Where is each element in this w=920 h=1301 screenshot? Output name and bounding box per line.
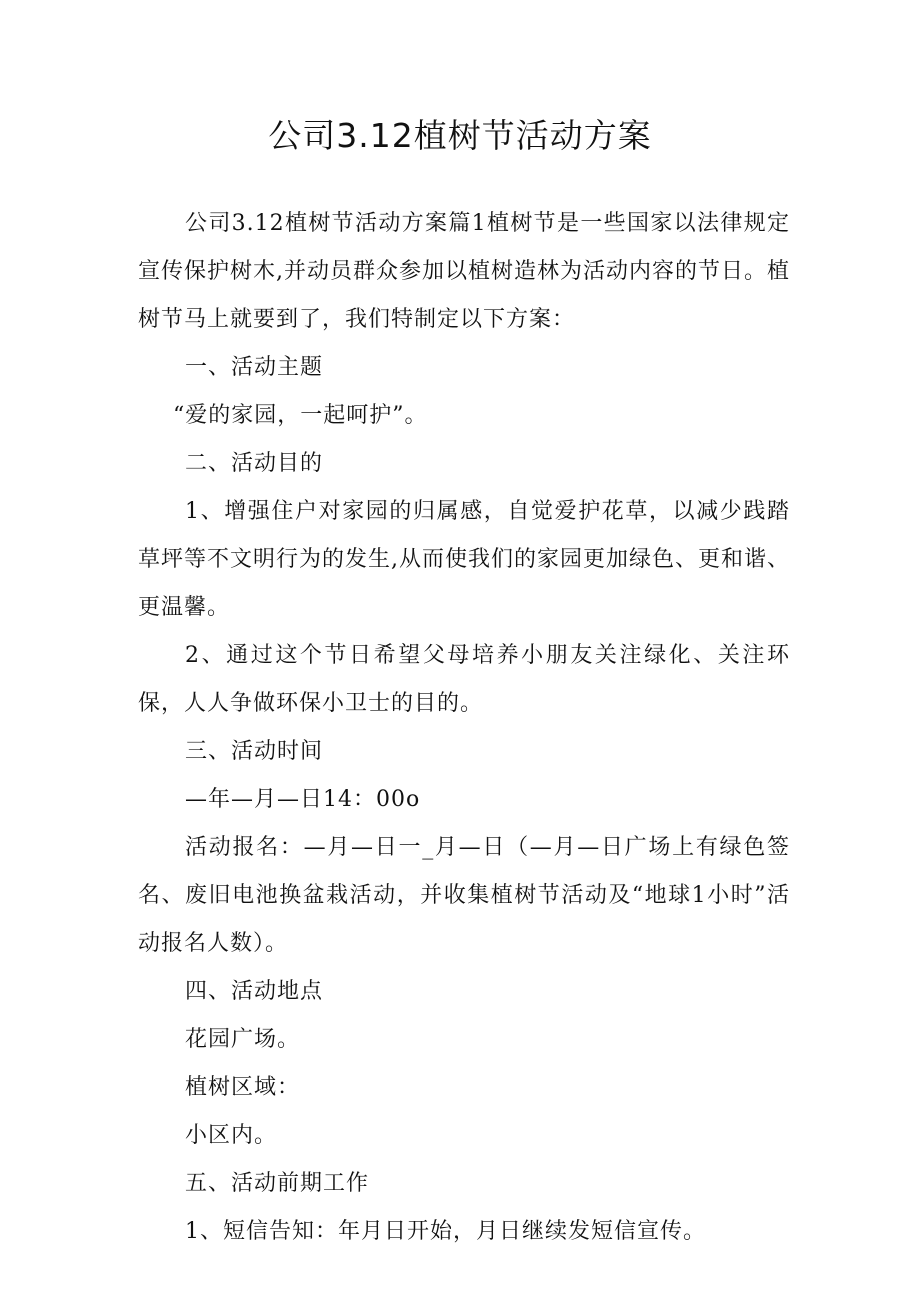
paragraph-registration: 活动报名：—月—日一_月—日（—月—日广场上有绿色签名、废旧电池换盆栽活动，并收集植树节活动及“地球1小时”活动报名人数）。 (138, 835, 790, 956)
paragraph-purpose-2: 2、通过这个节日希望父母培养小朋友关注绿化、关注环保，人人争做环保小卫士的目的。 (138, 643, 790, 716)
paragraph-sms-notice: 1、短信告知：年月日开始，月日继续发短信宣传。 (185, 1219, 706, 1244)
heading-activity-purpose: 二、活动目的 (185, 451, 324, 476)
heading-activity-location: 四、活动地点 (185, 979, 324, 1004)
heading-activity-theme: 一、活动主题 (185, 355, 324, 380)
paragraph-location: 花园广场。 (185, 1027, 301, 1052)
document-body (138, 200, 790, 1256)
paragraph-intro: 公司3.12植树节活动方案篇1植树节是一些国家以法律规定宣传保护树木,并动员群众参加以植树造林为活动内容的节日。植树节马上就要到了，我们特制定以下方案： (138, 211, 790, 332)
heading-preparation-work: 五、活动前期工作 (185, 1171, 370, 1196)
paragraph-purpose-1: 1、增强住户对家园的归属感，自觉爱护花草，以减少践踏草坪等不文明行为的发生,从而使我们的家园更加绿色、更和谐、更温馨。 (138, 499, 790, 620)
paragraph-time: —年—月—日14：00o (185, 787, 421, 812)
heading-activity-time: 三、活动时间 (185, 739, 324, 764)
paragraph-planting-area: 小区内。 (185, 1123, 278, 1148)
document-title: 公司3.12植树节活动方案 (268, 116, 652, 155)
paragraph-theme-slogan: “爱的家园，一起呵护”。 (173, 403, 428, 428)
paragraph-planting-area-label: 植树区域： (185, 1075, 301, 1100)
